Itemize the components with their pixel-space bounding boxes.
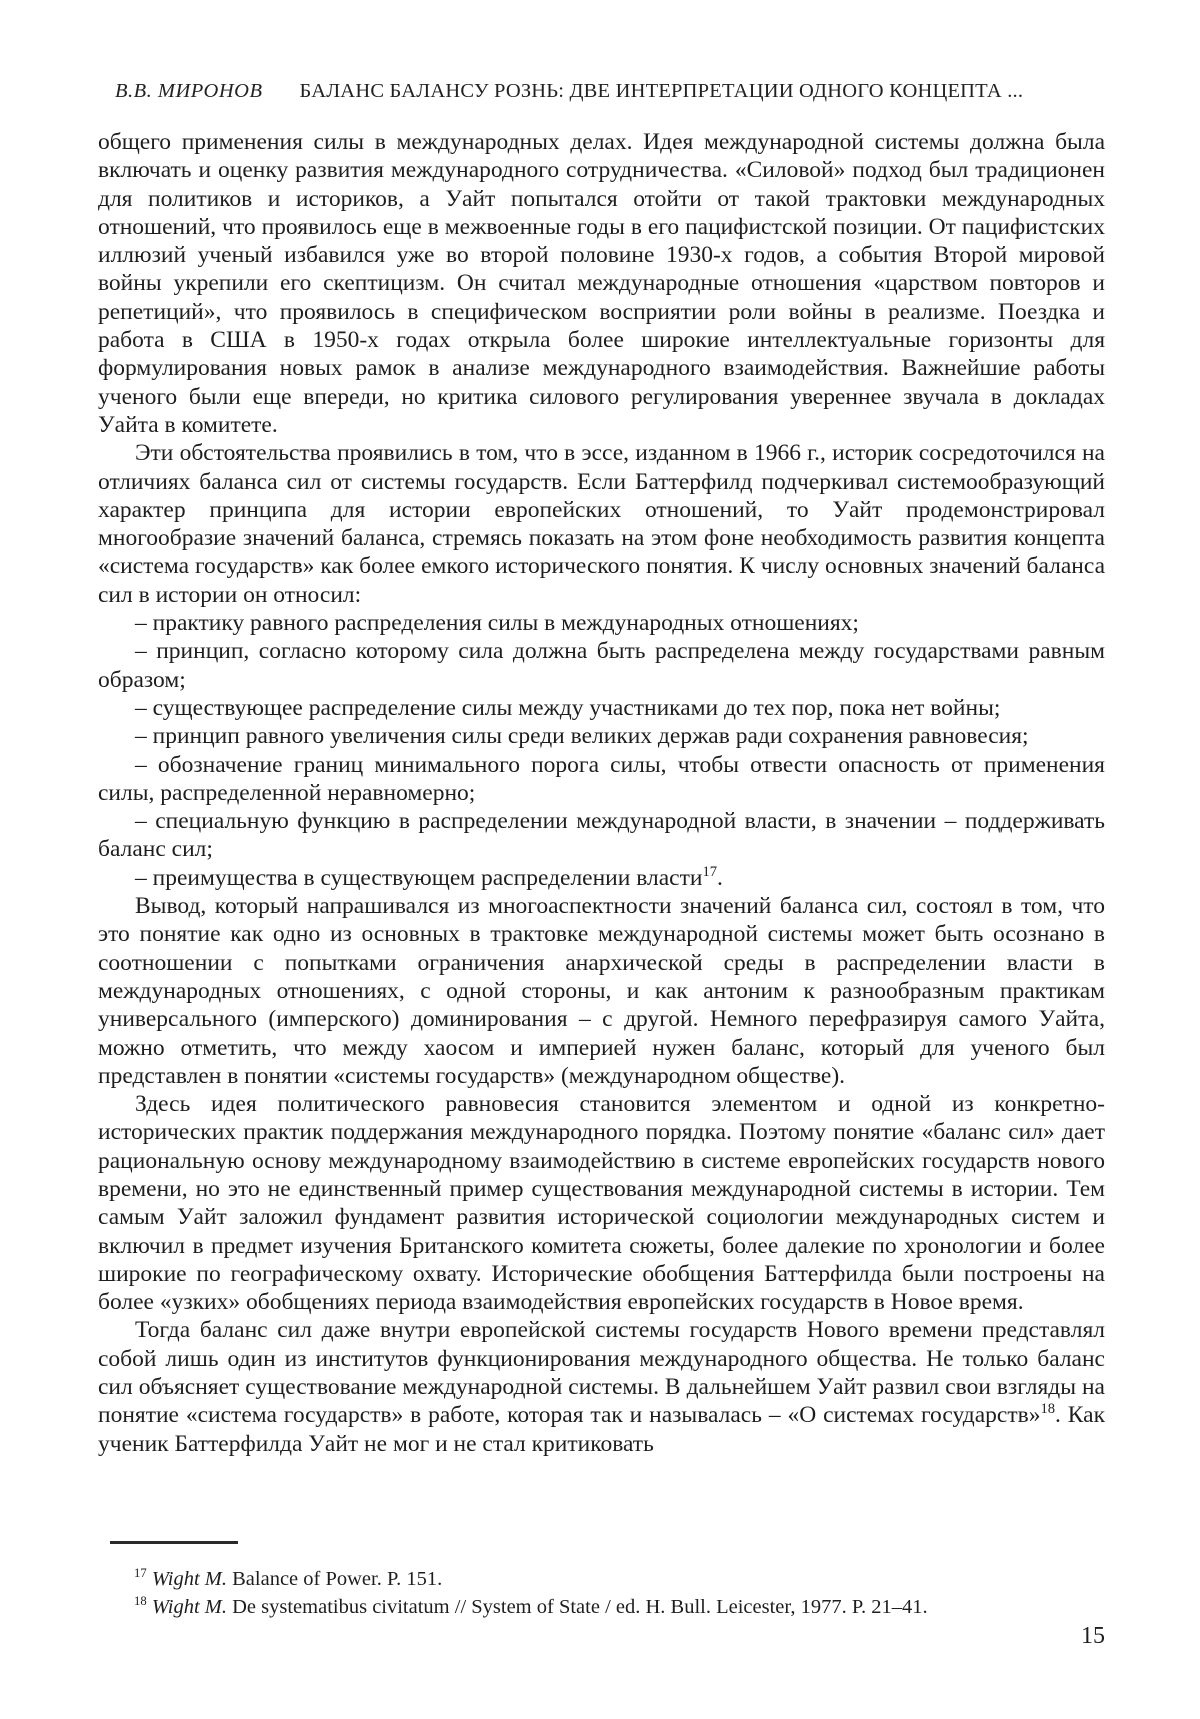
list-item-paragraph: – существующее распределение силы между участниками до тех пор, пока нет войны; [135, 694, 1001, 721]
body-paragraph: Здесь идея политического равновесия становится элементом и одной из конкретно-исторических практик поддержания международного порядка. Поэтому понятие «баланс сил» дает рациональную основу международному взаимодействию в системе европейских государств нового времени, но это не единственный пример существования международной системы в истории. Тем самым Уайт заложил фундамент развития исторической социологии международных систем и включил в предмет изучения Британского комитета сюжеты, более далекие по хронологии и более широкие по географическому охвату. Исторические обобщения Баттерфилда были построены на более «узких» обобщениях периода взаимодействия европейских государств в Новое время. [98, 1091, 1105, 1316]
page-number: 15 [1081, 1623, 1105, 1649]
footnote-18-text: De systematibus civitatum // System of State / ed. H. Bull. Leicester, 1977. P. 21–41. [227, 1595, 928, 1618]
list-item-paragraph: – специальную функцию в распределении международной власти, в значении – поддерживать баланс сил; [98, 808, 1105, 863]
footnote-18-author: Wight M. [151, 1595, 227, 1618]
body-paragraph: Вывод, который напрашивался из многоаспектности значений баланса сил, состоял в том, что это понятие как одно из основных в трактовке международной системы может быть осознано в соотношении с попытками ограничения анархической среды в распределении власти в международных отношениях, с одной стороны, и как антоним к разнообразным практикам универсального (имперского) доминирования – с другой. Немного перефразируя самого Уайта, можно отметить, что между хаосом и империей нужен баланс, который для ученого был представлен в понятии «системы государств» (международном обществе). [98, 893, 1105, 1089]
footnote-17-author: Wight M. [151, 1568, 227, 1590]
footnote-17 [98, 1566, 1105, 1594]
list-item-paragraph [98, 864, 1105, 892]
list-item-text: – преимущества в существующем распределении власти [135, 864, 703, 891]
body-paragraph [98, 1316, 1105, 1457]
list-item-paragraph: – принцип равного увеличения силы среди великих держав ради сохранения равновесия; [135, 723, 1029, 750]
body-paragraph: Эти обстоятельства проявились в том, что в эссе, изданном в 1966 г., историк сосредоточился на отличиях баланса сил от системы государств. Если Баттерфилд подчеркивал системообразующий характер принципа для истории европейских отношений, то Уайт продемонстрировал многообразие значений баланса, стремясь показать на этом фоне необходимость развития концепта «система государств» как более емкого исторического понятия. К числу основных значений баланса сил в истории он относил: [98, 440, 1105, 608]
footnote-divider [110, 1541, 238, 1544]
running-header-title: БАЛАНС БАЛАНСУ РОЗНЬ: ДВЕ ИНТЕРПРЕТАЦИИ ОДНОГО КОНЦЕПТА ... [299, 80, 1024, 102]
running-header [115, 78, 1105, 104]
list-item-paragraph: – практику равного распределения силы в международных отношениях; [135, 610, 859, 637]
list-item-paragraph: – принцип, согласно которому сила должна быть распределена между государствами равным образом; [98, 638, 1105, 693]
footnote-17-text: Balance of Power. P. 151. [227, 1568, 443, 1590]
footnotes-block [98, 1566, 1105, 1621]
footnote-18-number: 18 [134, 1593, 147, 1608]
body-paragraph: общего применения силы в международных делах. Идея международной системы должна была включать и оценку развития международного сотрудничества. «Силовой» подход был традиционен для политиков и историков, а Уайт попытался отойти от такой трактовки международных отношений, что проявилось еще в межвоенные годы в его пацифистской позиции. От пацифистских иллюзий ученый избавился уже во второй половине 1930-х годов, а события Второй мировой войны укрепили его скептицизм. Он считал международные отношения «царством повторов и репетиций», что проявилось в специфическом восприятии роли войны в реализме. Поездка и работа в США в 1950-х годах открыла более широкие интеллектуальные горизонты для формулирования новых рамок в анализе международного взаимодействия. Важнейшие работы ученого были еще впереди, но критика силового регулирования увереннее звучала в докладах Уайта в комитете. [98, 129, 1105, 438]
body-text-column [98, 128, 1105, 1458]
list-item-paragraph: – обозначение границ минимального порога силы, чтобы отвести опасность от применения силы, распределенной неравномерно; [98, 751, 1105, 806]
footnote-ref-17: 17 [702, 863, 717, 880]
list-item-tail: . [717, 864, 723, 891]
footnote-17-number: 17 [134, 1566, 147, 1581]
body-paragraph-text: Тогда баланс сил даже внутри европейской системы государств Нового времени представлял собой лишь один из институтов функционирования международного общества. Не только баланс сил объясняет существование международной системы. В дальнейшем Уайт развил свои взгляды на понятие «система государств» в работе, которая так и называлась – «О системах государств» [98, 1317, 1105, 1429]
body-paragraph-tail: . Как ученик Баттерфилда Уайт не мог и не стал критиковать [98, 1402, 1106, 1457]
footnote-18 [98, 1594, 1105, 1622]
footnote-ref-18: 18 [1040, 1401, 1056, 1418]
running-header-author: В.В. МИРОНОВ [115, 80, 263, 102]
